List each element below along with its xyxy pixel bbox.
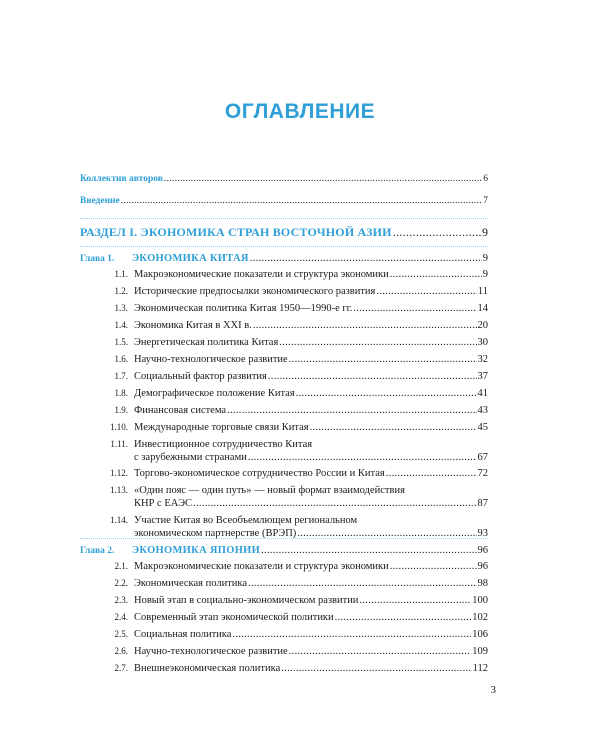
item-number: 2.6. [114, 646, 128, 656]
section-divider [80, 218, 488, 219]
item-label: Участие Китая во Всеобъемлющем региональном [134, 515, 358, 526]
toc-item-1-13[interactable] [100, 484, 488, 510]
chapter-number: Глава 1. [80, 254, 115, 264]
item-number: 1.11. [110, 439, 128, 449]
item-number: 1.2. [114, 286, 128, 296]
item-number: 1.1. [114, 269, 128, 279]
toc-item-1-3[interactable] [100, 302, 488, 315]
toc-item-1-2[interactable] [100, 285, 488, 298]
dot-leader [335, 611, 472, 624]
item-label: Научно-технологическое развитие [134, 354, 288, 365]
item-label: Исторические предпосылки экономического развития [134, 286, 376, 297]
chapter-page: 9 [482, 253, 488, 264]
section-page: 9 [482, 225, 488, 239]
dot-leader [390, 268, 482, 281]
item-label: Новый этап в социально-экономическом развитии [134, 595, 359, 606]
toc-item-1-7[interactable] [100, 370, 488, 383]
item-label: Демографическое положение Китая [134, 388, 295, 399]
item-number: 1.7. [114, 371, 128, 381]
item-number: 1.5. [114, 337, 128, 347]
dot-leader [281, 662, 471, 675]
item-label-continued: КНР с ЕАЭС [134, 498, 193, 509]
item-label: Социальная политика [134, 629, 232, 640]
toc-item-1-11[interactable] [100, 438, 488, 464]
dot-leader [253, 319, 477, 332]
toc-item-2-7[interactable] [100, 662, 488, 675]
chapter-label: ЭКОНОМИКА КИТАЯ [132, 253, 249, 264]
toc-chapter-2[interactable] [80, 544, 488, 558]
item-label: Финансовая система [134, 405, 227, 416]
toc-entry-introduction[interactable] [80, 195, 488, 208]
item-label: Экономическая политика [134, 578, 248, 589]
toc-entry-page: 6 [483, 174, 488, 184]
item-number: 2.1. [114, 561, 128, 571]
chapter-number: Глава 2. [80, 546, 115, 556]
item-page: 11 [477, 286, 488, 297]
item-page: 72 [477, 468, 488, 479]
item-label: Экономическая политика Китая 1950—1990-е гг. [134, 303, 353, 314]
item-number: 1.12. [110, 468, 128, 478]
section-divider [80, 246, 488, 247]
item-page: 9 [482, 269, 488, 280]
dot-leader [386, 467, 477, 480]
item-page: 37 [477, 371, 488, 382]
item-label: Экономика Китая в XXI в. [134, 320, 252, 331]
item-page: 14 [477, 303, 488, 314]
item-label: Энергетическая политика Китая [134, 337, 279, 348]
toc-item-1-9[interactable] [100, 404, 488, 417]
item-label: Научно-технологическое развитие [134, 646, 288, 657]
item-page: 112 [472, 663, 488, 674]
item-number: 2.4. [114, 612, 128, 622]
item-label: Торгово-экономическое сотрудничество России и Китая [134, 468, 385, 479]
toc-item-1-4[interactable] [100, 319, 488, 332]
item-number: 1.14. [110, 515, 128, 525]
item-page: 98 [477, 578, 488, 589]
chapter-label: ЭКОНОМИКА ЯПОНИИ [132, 545, 261, 556]
dot-leader [268, 370, 477, 383]
item-number: 2.5. [114, 629, 128, 639]
item-page: 100 [472, 595, 488, 606]
dot-leader [248, 451, 477, 464]
dot-leader [227, 404, 476, 417]
dot-leader [261, 544, 476, 557]
item-number: 1.4. [114, 320, 128, 330]
toc-item-1-12[interactable] [100, 467, 488, 480]
toc-item-2-1[interactable] [100, 560, 488, 573]
dot-leader [296, 387, 477, 400]
toc-item-2-4[interactable] [100, 611, 488, 624]
toc-item-1-6[interactable] [100, 353, 488, 366]
item-label-continued: с зарубежными странами [134, 452, 247, 463]
item-number: 1.8. [114, 388, 128, 398]
item-number: 1.13. [110, 485, 128, 495]
item-page: 87 [477, 498, 488, 509]
dot-leader [121, 195, 483, 208]
dot-leader [289, 645, 472, 658]
item-page: 32 [477, 354, 488, 365]
dot-leader [164, 173, 482, 186]
toc-entry-page: 7 [483, 196, 488, 206]
item-number: 1.10. [110, 422, 128, 432]
dot-leader [248, 577, 476, 590]
item-page: 93 [477, 528, 488, 539]
toc-item-1-1[interactable] [100, 268, 488, 281]
toc-chapter-1[interactable] [80, 252, 488, 266]
toc-item-2-2[interactable] [100, 577, 488, 590]
item-label: Инвестиционное сотрудничество Китая [134, 439, 313, 450]
item-page: 106 [472, 629, 488, 640]
item-number: 2.7. [114, 663, 128, 673]
page-title: ОГЛАВЛЕНИЕ [224, 100, 376, 123]
toc-item-1-10[interactable] [100, 421, 488, 434]
dot-leader [193, 497, 476, 510]
item-page: 102 [472, 612, 488, 623]
dot-leader [393, 226, 481, 239]
dot-leader [390, 560, 477, 573]
item-label: Социальный фактор развития [134, 371, 267, 382]
item-number: 2.2. [114, 578, 128, 588]
toc-item-1-14[interactable] [100, 514, 488, 540]
page-number: 3 [490, 684, 496, 696]
item-page: 43 [477, 405, 488, 416]
item-number: 1.9. [114, 405, 128, 415]
item-page: 109 [472, 646, 488, 657]
toc-item-2-5[interactable] [100, 628, 488, 641]
item-label: Современный этап экономической политики [134, 612, 334, 623]
toc-item-1-8[interactable] [100, 387, 488, 400]
item-label: Международные торговые связи Китая [134, 422, 309, 433]
dot-leader [359, 594, 471, 607]
item-label: Макроэкономические показатели и структура экономики [134, 269, 389, 280]
chapter-page: 96 [477, 545, 488, 556]
item-number: 1.6. [114, 354, 128, 364]
item-label: Макроэкономические показатели и структура экономики [134, 561, 389, 572]
dot-leader [289, 353, 477, 366]
item-page: 41 [477, 388, 488, 399]
dot-leader [353, 302, 476, 315]
dot-leader [279, 336, 476, 349]
chapter-divider [80, 538, 488, 539]
item-page: 96 [477, 561, 488, 572]
item-page: 67 [477, 452, 488, 463]
section-label: РАЗДЕЛ I. ЭКОНОМИКА СТРАН ВОСТОЧНОЙ АЗИИ [80, 225, 392, 239]
dot-leader [232, 628, 471, 641]
toc-entry-label: Введение [80, 196, 120, 206]
toc-item-1-5[interactable] [100, 336, 488, 349]
dot-leader [310, 421, 477, 434]
toc-item-2-6[interactable] [100, 645, 488, 658]
item-number: 1.3. [114, 303, 128, 313]
item-number: 2.3. [114, 595, 128, 605]
toc-item-2-3[interactable] [100, 594, 488, 607]
dot-leader [376, 285, 476, 298]
dot-leader [250, 252, 482, 265]
item-label: Внешнеэкономическая политика [134, 663, 281, 674]
toc-entry-authors[interactable] [80, 173, 488, 186]
item-label-continued: экономическом партнерстве (ВРЭП) [134, 528, 297, 539]
item-label: «Один пояс — один путь» — новый формат взаимодействия [134, 485, 405, 496]
item-page: 20 [477, 320, 488, 331]
toc-section-1[interactable] [80, 226, 488, 239]
item-page: 30 [477, 337, 488, 348]
toc-entry-label: Коллектив авторов [80, 174, 163, 184]
item-page: 45 [477, 422, 488, 433]
